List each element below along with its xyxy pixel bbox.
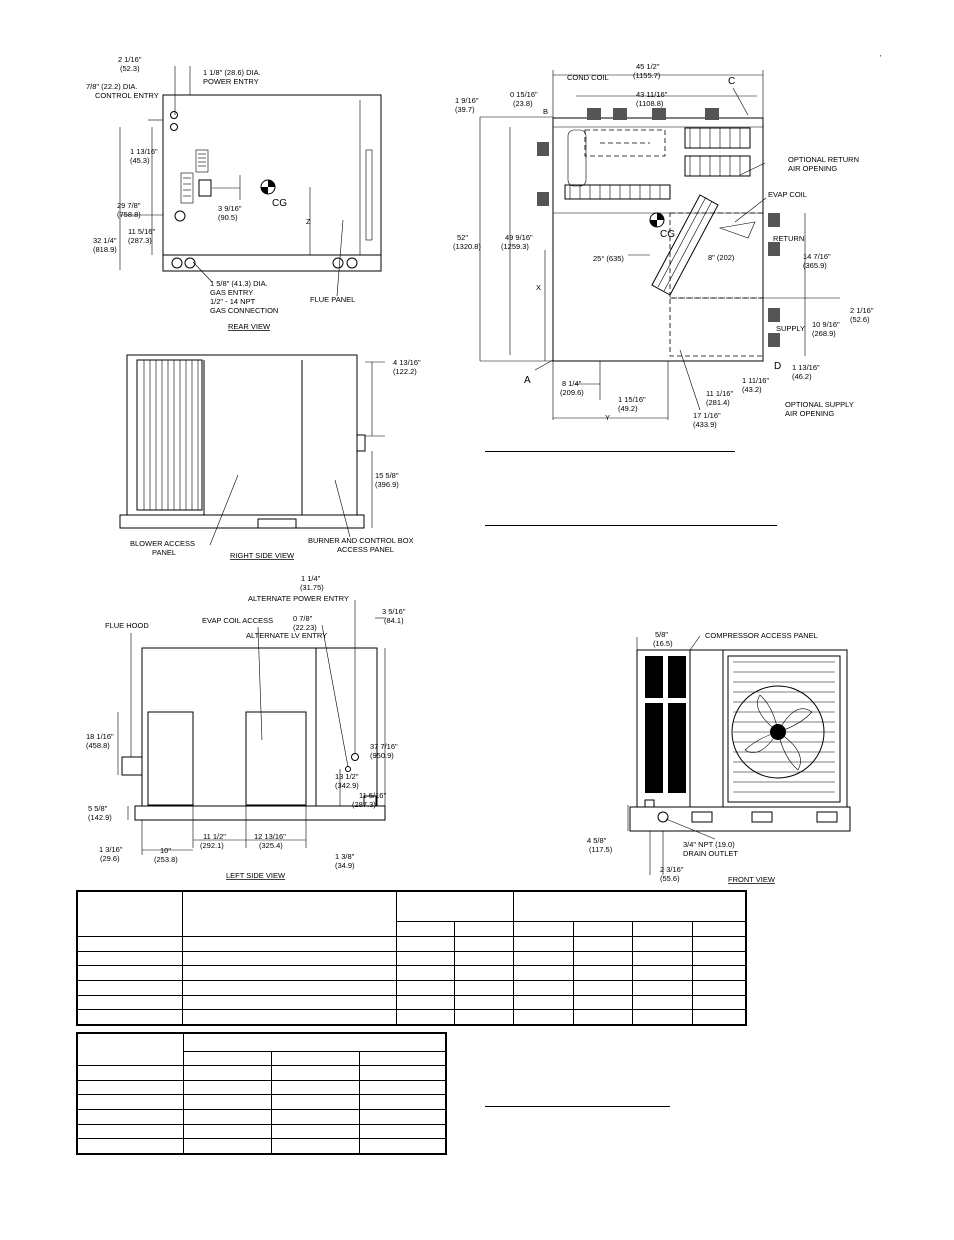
dim-label: (950.9): [370, 751, 394, 760]
drain-outlet-label: 3/4" NPT (19.0): [683, 840, 735, 849]
power-entry-hole: [171, 124, 178, 131]
dim-label: 12 13/16": [254, 832, 286, 841]
table-cell: [396, 891, 513, 922]
alt-lv-entry-label: ALTERNATE LV ENTRY: [246, 631, 328, 640]
dim-label: (1320.8): [453, 242, 481, 251]
dim-label: 3 5/16": [382, 607, 406, 616]
x-label: X: [536, 283, 542, 292]
table-cell: [573, 922, 633, 937]
dim-label: 8" (202): [708, 253, 735, 262]
table-cell: [183, 1051, 271, 1066]
cg-label: CG: [660, 229, 675, 240]
dim-label: 10": [160, 846, 172, 855]
point-c-label: C: [728, 76, 736, 87]
evap-coil-access-label: EVAP COIL ACCESS: [202, 616, 274, 625]
dim-label: 4 13/16": [393, 358, 421, 367]
dim-label: (325.4): [259, 841, 283, 850]
right-side-view-title: RIGHT SIDE VIEW: [230, 551, 295, 560]
dim-label: (39.7): [455, 105, 475, 114]
table-row: [77, 1139, 446, 1154]
dim-label: (34.9): [335, 861, 355, 870]
power-entry-label: POWER ENTRY: [203, 77, 259, 86]
rear-view: [86, 55, 381, 331]
gas-entry-label: GAS CONNECTION: [210, 306, 279, 315]
dim-label: 11 1/2": [203, 832, 226, 841]
table-cell: [183, 1033, 446, 1051]
dim-label: 1 1/4": [301, 574, 321, 583]
dim-label: (818.9): [93, 245, 117, 254]
dim-label: 52": [457, 233, 469, 242]
alt-power-entry-label: ALTERNATE POWER ENTRY: [248, 594, 349, 603]
table-row: [77, 995, 746, 1010]
dim-label: (209.6): [560, 388, 584, 397]
dim-label: 1 9/16": [455, 96, 479, 105]
dim-label: (16.5): [653, 639, 673, 648]
dim-label: (55.6): [660, 874, 680, 883]
gas-entry-label: 1 5/8" (41.3) DIA.: [210, 279, 268, 288]
dim-label: (52.3): [120, 64, 140, 73]
table-row: [77, 1095, 446, 1110]
power-entry-label: 1 1/8" (28.6) DIA.: [203, 68, 261, 77]
table-cell: [693, 922, 746, 937]
dim-label: 11 5/16": [359, 791, 387, 800]
blower-access-label: BLOWER ACCESS: [130, 539, 196, 548]
rear-base-hole: [347, 258, 357, 268]
weights-table: [76, 890, 747, 1026]
dim-label: (253.8): [154, 855, 178, 864]
dim-label: (49.2): [618, 404, 638, 413]
dim-label: 1 11/16": [742, 376, 770, 385]
blank-rule: [485, 451, 735, 452]
burner-access-label: BURNER AND CONTROL BOX: [308, 536, 414, 545]
dim-label: (1108.8): [636, 99, 664, 108]
left-base-rail: [135, 806, 385, 820]
dim-label: (122.2): [393, 367, 417, 376]
angle-label: 25° (635): [593, 254, 624, 263]
dim-label: (396.9): [375, 480, 399, 489]
dim-label: (31.75): [300, 583, 324, 592]
optional-return-label: AIR OPENING: [788, 164, 838, 173]
dim-label: 1 3/8": [335, 852, 355, 861]
rear-base-hole: [185, 258, 195, 268]
table-cell: [77, 1033, 183, 1066]
dim-label: 11 5/16": [128, 227, 156, 236]
dim-label: 5 5/8": [88, 804, 108, 813]
blank-rule: [485, 525, 777, 526]
blower-access-label: PANEL: [152, 548, 177, 557]
dim-label: 2 3/16": [660, 865, 684, 874]
table-row: [77, 1080, 446, 1095]
dim-label: 13 1/2": [335, 772, 359, 781]
drain-outlet-label: DRAIN OUTLET: [683, 849, 739, 858]
control-entry-hole: [171, 112, 178, 119]
table-cell: [514, 891, 746, 922]
z-label: Z: [306, 217, 311, 226]
dim-label: 18 1/16": [86, 732, 114, 741]
table-cell: [514, 922, 574, 937]
optional-supply-label: AIR OPENING: [785, 409, 835, 418]
cg-label: CG: [272, 198, 287, 209]
table-row: [77, 951, 746, 966]
dim-label: (84.1): [384, 616, 404, 625]
dim-label: (758.8): [117, 210, 141, 219]
alt-power-entry-hole: [352, 754, 359, 761]
table-row: [77, 1010, 746, 1025]
dim-label: (29.6): [100, 854, 120, 863]
blank-rule: [485, 1106, 670, 1107]
dim-label: 17 1/16": [693, 411, 721, 420]
gas-entry-label: GAS ENTRY: [210, 288, 254, 297]
rear-base-hole: [333, 258, 343, 268]
dim-label: 5/8": [655, 630, 669, 639]
table-row: [77, 937, 746, 952]
dim-label: 0 15/16": [510, 90, 538, 99]
dim-label: 1 15/16": [618, 395, 646, 404]
dim-label: (287.3): [352, 800, 376, 809]
table-row: [77, 980, 746, 995]
left-side-view-title: LEFT SIDE VIEW: [226, 871, 286, 880]
rear-base-hole: [172, 258, 182, 268]
top-view: [453, 62, 874, 429]
table-row: [77, 1124, 446, 1139]
dim-label: (90.5): [218, 213, 238, 222]
dim-label: 14 7/16": [803, 252, 831, 261]
front-view: [587, 630, 850, 884]
right-side-view: [120, 355, 421, 560]
dim-label: 37 7/16": [370, 742, 398, 751]
point-b-label: B: [543, 107, 549, 116]
right-base-rail: [120, 515, 364, 528]
gas-entry-hole: [175, 211, 185, 221]
control-entry-label: CONTROL ENTRY: [95, 91, 159, 100]
dim-label: 1 13/16": [130, 147, 158, 156]
dim-label: (365.9): [803, 261, 827, 270]
right-cabinet-outline: [127, 355, 357, 515]
dim-label: (23.8): [513, 99, 533, 108]
dim-label: 1 3/16": [99, 845, 123, 854]
dim-label: 29 7/8": [117, 201, 141, 210]
evap-coil-access-panel: [246, 712, 306, 805]
dim-label: 2 1/16": [118, 55, 142, 64]
dim-label: 2 1/16": [850, 306, 874, 315]
dim-label: (52.6): [850, 315, 870, 324]
dim-label: 8 1/4": [562, 379, 582, 388]
dim-label: (45.3): [130, 156, 150, 165]
gas-entry-label: 1/2" - 14 NPT: [210, 297, 256, 306]
optional-supply-opening: [670, 298, 763, 356]
table-cell: [77, 891, 182, 937]
dim-label: 3 9/16": [218, 204, 242, 213]
supply-label: SUPPLY: [776, 324, 806, 333]
dim-label: (1155.7): [633, 71, 661, 80]
dim-label: (46.2): [792, 372, 812, 381]
top-cabinet-outline: [553, 118, 763, 361]
table-cell: [182, 891, 396, 937]
table-row: [77, 966, 746, 981]
dim-label: 15 5/8": [375, 471, 399, 480]
clearance-table: [76, 1032, 447, 1155]
rear-cabinet-outline: [163, 95, 381, 255]
alt-lv-entry-hole: [346, 767, 351, 772]
dim-label: (342.9): [335, 781, 359, 790]
point-a-label: A: [524, 375, 531, 386]
left-side-view: [86, 574, 406, 880]
cond-coil-label: COND COIL: [567, 73, 609, 82]
optional-return-label: OPTIONAL RETURN: [788, 155, 859, 164]
flue-hood-shape: [122, 757, 142, 775]
dim-label: 0 7/8": [293, 614, 313, 623]
compressor-access-label: COMPRESSOR ACCESS PANEL: [705, 631, 818, 640]
table-row: [77, 1110, 446, 1125]
dim-label: 49 9/16": [505, 233, 533, 242]
dim-label: (22.23): [293, 623, 317, 632]
point-d-label: D: [774, 361, 782, 372]
flue-hood-label: FLUE HOOD: [105, 621, 149, 630]
left-access-panel: [148, 712, 193, 805]
front-view-title: FRONT VIEW: [728, 875, 775, 884]
evap-coil-label: EVAP COIL: [768, 190, 807, 199]
y-label: Y: [605, 413, 611, 422]
table-cell: [396, 922, 455, 937]
dim-label: 1 13/16": [792, 363, 820, 372]
dim-label: 4 5/8": [587, 836, 607, 845]
corner-mark: ': [880, 53, 882, 62]
dim-label: (43.2): [742, 385, 762, 394]
dim-label: (117.5): [589, 845, 613, 854]
table-cell: [359, 1051, 446, 1066]
dim-label: 45 1/2": [636, 62, 660, 71]
rear-view-title: REAR VIEW: [228, 322, 271, 331]
dim-label: (268.9): [812, 329, 836, 338]
dim-label: (292.1): [200, 841, 224, 850]
dim-label: (458.8): [86, 741, 110, 750]
rear-base-rail: [163, 255, 381, 271]
dim-label: (433.9): [693, 420, 717, 429]
table-cell: [271, 1051, 359, 1066]
optional-supply-label: OPTIONAL SUPPLY: [785, 400, 854, 409]
dim-label: 10 9/16": [812, 320, 840, 329]
dim-label: 32 1/4": [93, 236, 117, 245]
table-cell: [633, 922, 693, 937]
dim-label: 43 11/16": [636, 90, 668, 99]
dim-label: (142.9): [88, 813, 112, 822]
dim-label: (287.3): [128, 236, 152, 245]
burner-access-label: ACCESS PANEL: [337, 545, 394, 554]
dim-label: (281.4): [706, 398, 730, 407]
table-cell: [455, 922, 514, 937]
return-label: RETURN: [773, 234, 805, 243]
flue-panel-label: FLUE PANEL: [310, 295, 356, 304]
control-entry-label: 7/8" (22.2) DIA.: [86, 82, 138, 91]
dim-label: 11 1/16": [706, 389, 734, 398]
table-row: [77, 1066, 446, 1081]
dim-label: (1259.3): [501, 242, 529, 251]
